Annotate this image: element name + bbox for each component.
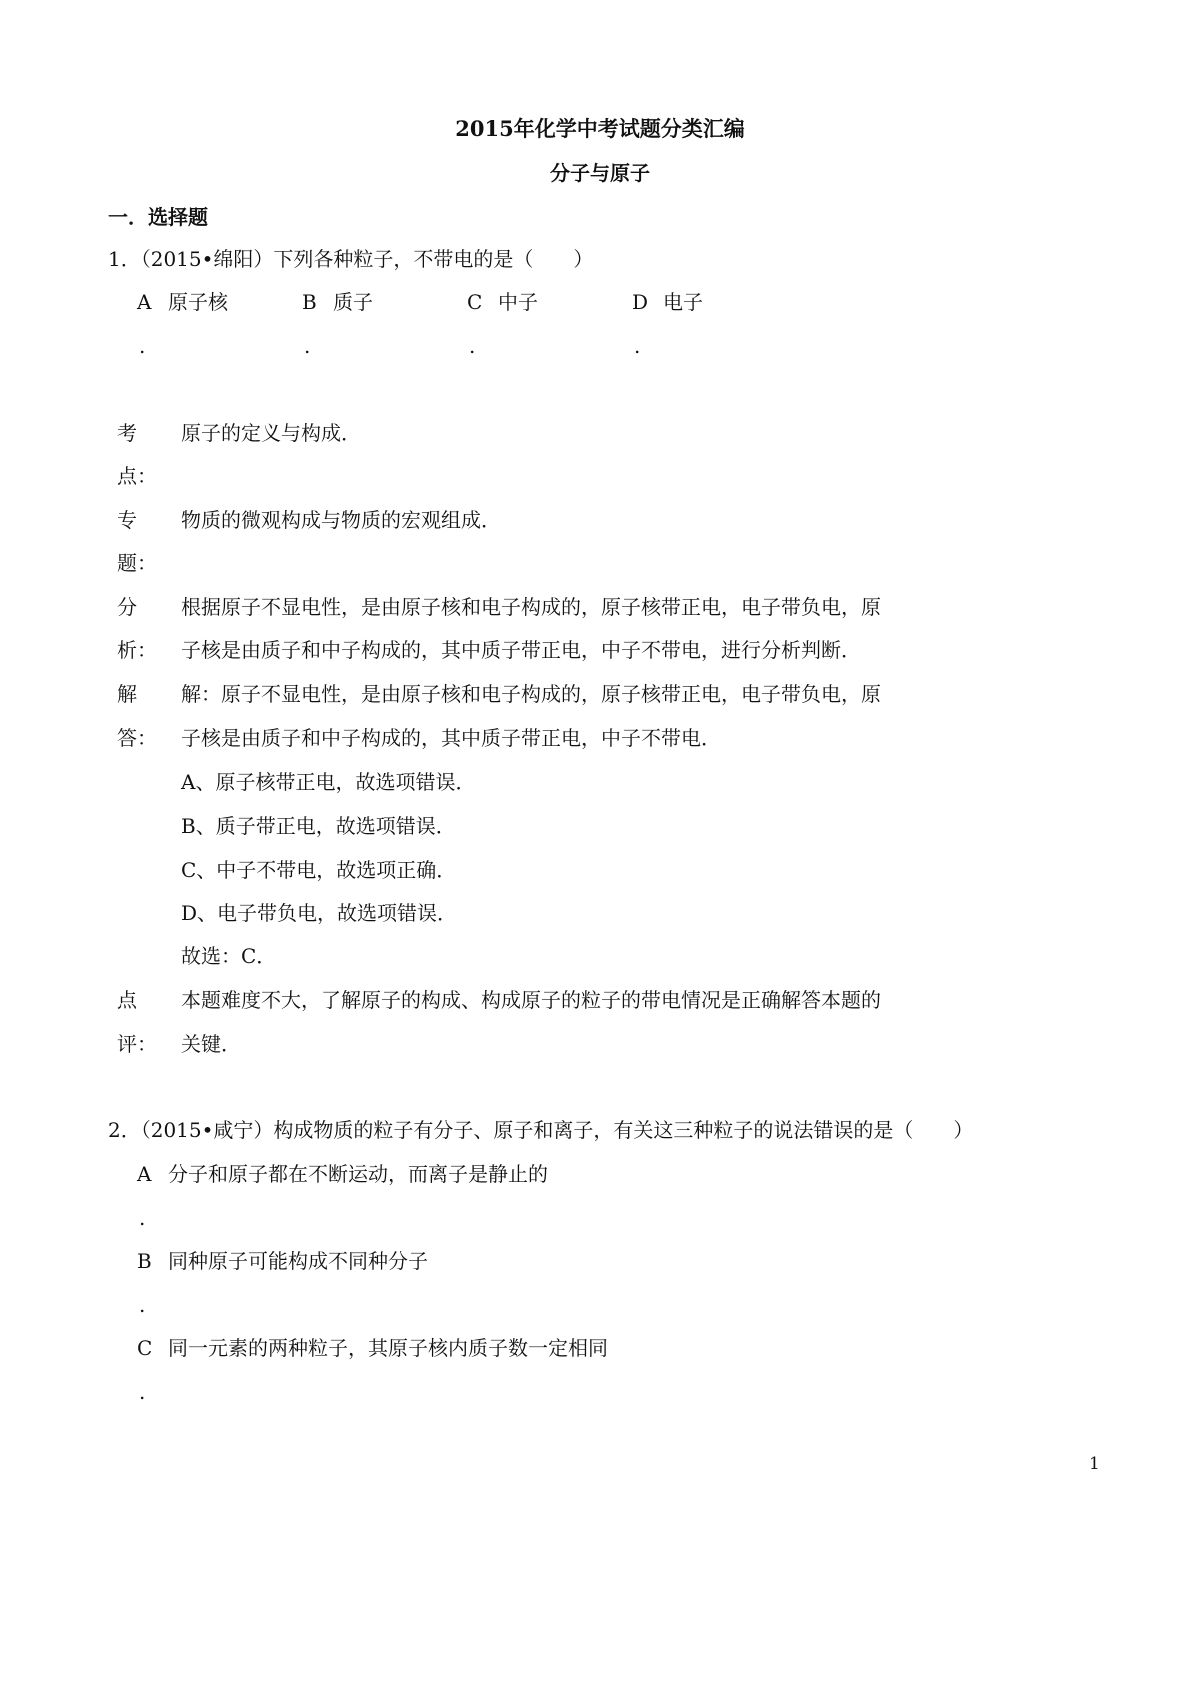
analysis-text: D、电子带负电，故选项错误．: [181, 901, 458, 925]
question-1-stem: 1．（2015•绵阳）下列各种粒子，不带电的是（ ）: [108, 247, 594, 271]
analysis-label: 解: [117, 682, 137, 706]
analysis-label: 点：: [117, 464, 157, 488]
section-heading: 一．选择题: [108, 205, 208, 229]
answer-choice: 故选：C．: [181, 944, 277, 968]
option-dot: .: [469, 334, 476, 358]
option-dot: .: [304, 334, 311, 358]
option-text: 同一元素的两种粒子，其原子核内质子数一定相同: [168, 1336, 608, 1360]
option-letter: C: [137, 1336, 153, 1360]
analysis-label: 点: [117, 988, 137, 1012]
analysis-text: 关键．: [181, 1032, 241, 1056]
analysis-text: 子核是由质子和中子构成的，其中质子带正电，中子不带电，进行分析判断．: [181, 638, 861, 662]
analysis-text: A、原子核带正电，故选项错误．: [181, 770, 476, 794]
analysis-text: 本题难度不大，了解原子的构成、构成原子的粒子的带电情况是正确解答本题的: [181, 988, 881, 1012]
option-dot: .: [139, 1293, 146, 1317]
option-letter: B: [137, 1249, 152, 1273]
option-dot: .: [139, 1380, 146, 1404]
analysis-label: 分: [117, 595, 137, 619]
option-text: 分子和原子都在不断运动，而离子是静止的: [168, 1162, 548, 1186]
option-text: 中子: [498, 290, 538, 314]
analysis-text: 子核是由质子和中子构成的，其中质子带正电，中子不带电．: [181, 726, 721, 750]
page-number: 1: [1089, 1454, 1100, 1474]
option-letter: C: [467, 290, 483, 314]
analysis-label: 专: [117, 508, 137, 532]
option-text: 电子: [663, 290, 703, 314]
option-text: 质子: [333, 290, 373, 314]
analysis-label: 题：: [117, 551, 157, 575]
analysis-text: 物质的微观构成与物质的宏观组成．: [181, 508, 501, 532]
option-text: 原子核: [168, 290, 228, 314]
document-title: 2015年化学中考试题分类汇编: [455, 116, 745, 141]
analysis-label: 析：: [117, 638, 157, 662]
option-letter: A: [137, 1162, 152, 1186]
analysis-label: 答：: [117, 726, 157, 750]
question-2-stem: 2．（2015•咸宁）构成物质的粒子有分子、原子和离子，有关这三种粒子的说法错误的是（ ）: [108, 1118, 974, 1142]
document-subtitle: 分子与原子: [550, 161, 650, 185]
analysis-text: 解：原子不显电性，是由原子核和电子构成的，原子核带正电，电子带负电，原: [181, 682, 881, 706]
analysis-text: 原子的定义与构成．: [181, 421, 361, 445]
analysis-text: 根据原子不显电性，是由原子核和电子构成的，原子核带正电，电子带负电，原: [181, 595, 881, 619]
analysis-text: C、中子不带电，故选项正确．: [181, 858, 457, 882]
analysis-text: B、质子带正电，故选项错误．: [181, 814, 456, 838]
option-letter: A: [137, 290, 152, 314]
option-dot: .: [634, 334, 641, 358]
option-dot: .: [139, 1206, 146, 1230]
option-letter: B: [302, 290, 317, 314]
analysis-label: 考: [117, 421, 137, 445]
option-letter: D: [632, 290, 649, 314]
analysis-label: 评：: [117, 1032, 157, 1056]
option-dot: .: [139, 334, 146, 358]
option-text: 同种原子可能构成不同种分子: [168, 1249, 428, 1273]
